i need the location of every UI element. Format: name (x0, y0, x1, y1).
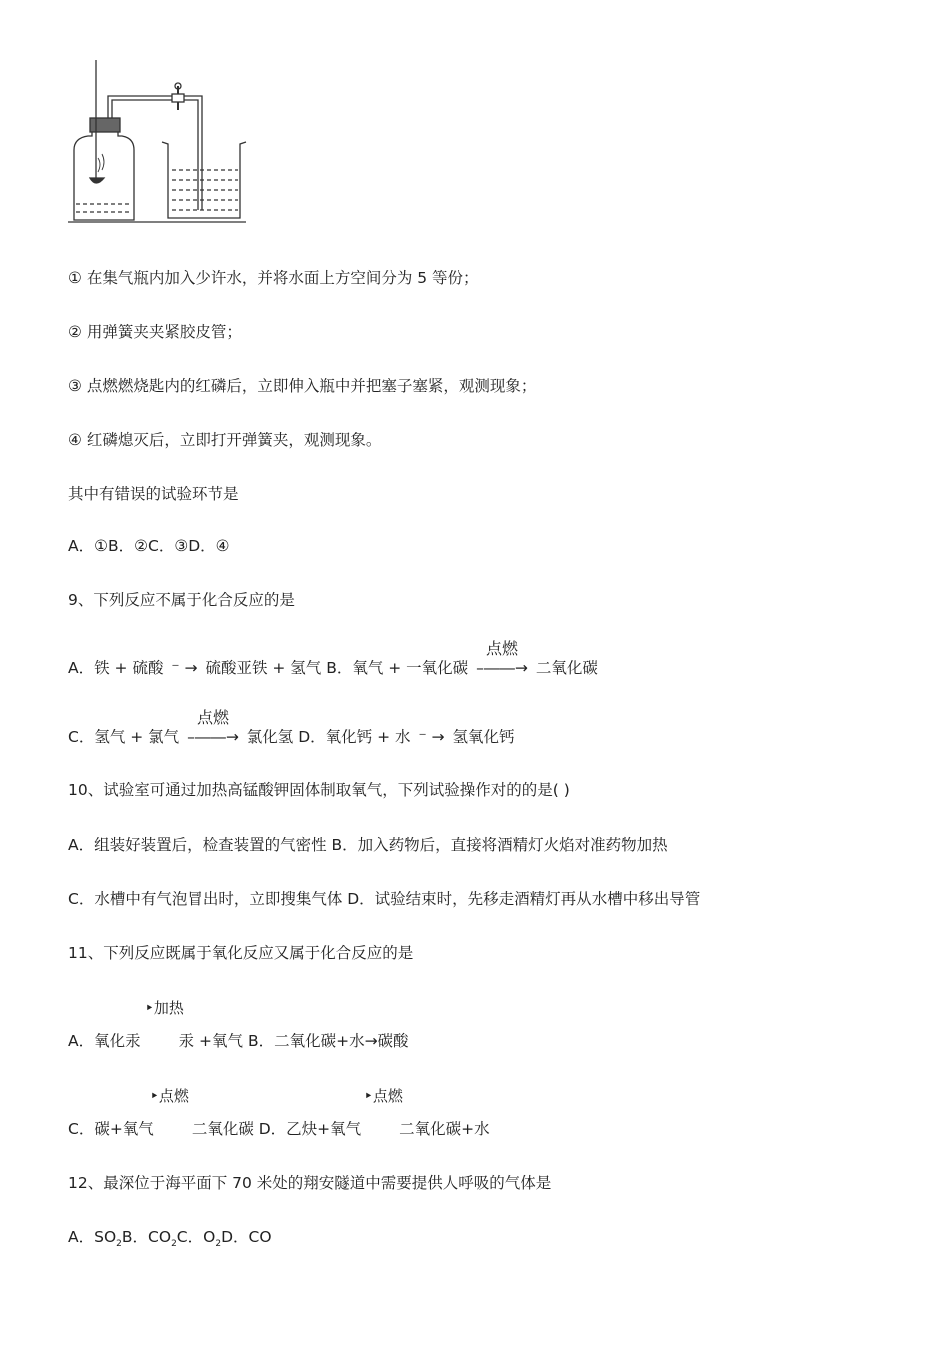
step-4: ④ 红磷熄灭后，立即打开弹簧夹，观测现象。 (68, 431, 382, 449)
q12-options: A．$SO_2B$．$CO_2C$．$O_2D$．CO (68, 1228, 272, 1250)
condition-ignite-d: ‣点燃 (364, 1087, 403, 1105)
condition-label: 点燃 (196, 708, 229, 727)
reaction-arrow-ignite: 点燃 –――→ (476, 639, 528, 677)
q11-option-c-left: C．碳+氧气 (68, 1120, 154, 1138)
q11-stem: 11、下列反应既属于氧化反应又属于化合反应的是 (68, 944, 414, 962)
q10-options-cd: C．水槽中有气泡冒出时，立即搜集气体 D．试验结束时，先移走酒精灯再从水槽中移出导管 (68, 890, 701, 908)
q8-options: A．①B．②C．③D．④ (68, 537, 230, 555)
q11-options-cd (68, 1119, 490, 1139)
step-1: ① 在集气瓶内加入少许水，并将水面上方空间分为 5 等份； (68, 269, 479, 287)
q12-stem: 12、最深位于海平面下 70 米处的翔安隧道中需要提供人呼吸的气体是 (68, 1174, 552, 1192)
q9-option-d-right: 氢氧化钙 (452, 728, 515, 746)
q9-options-cd (68, 708, 515, 747)
q9-options-ab (68, 639, 598, 678)
q11-options-ab (68, 1031, 409, 1051)
reaction-arrow-ignite: 点燃 –――→ (187, 708, 239, 746)
q8-stem: 其中有错误的试验环节是 (68, 485, 239, 503)
condition-heat: ‣加热 (145, 999, 184, 1017)
q9-option-c-left: C．氢气 + 氯气 (68, 728, 180, 746)
q11-option-c-right: 二氧化碳 D．乙炔+氧气 (191, 1120, 362, 1138)
q11-option-a-left: A．氧化汞 (68, 1032, 141, 1050)
q11-option-d-right: 二氧化碳+水 (399, 1120, 490, 1138)
q9-option-b-right: 二氧化碳 (535, 659, 598, 677)
condition-ignite-c: ‣点燃 (150, 1087, 189, 1105)
q10-stem: 10、试验室可通过加热高锰酸钾固体制取氧气，下列试验操作对的的是( ) (68, 781, 570, 799)
step-3: ③ 点燃燃烧匙内的红磷后，立即伸入瓶中并把塞子塞紧，观测现象； (68, 377, 537, 395)
reaction-arrow: ⁻ → (418, 728, 445, 746)
step-2: ② 用弹簧夹夹紧胶皮管； (68, 323, 242, 341)
q9-stem: 9、下列反应不属于化合反应的是 (68, 591, 295, 609)
q10-options-ab: A．组装好装置后，检查装置的气密性 B．加入药物后，直接将酒精灯火焰对准药物加热 (68, 836, 668, 854)
q11-option-a-right: 汞 +氧气 B．二氧化碳+水→碳酸 (178, 1032, 409, 1050)
q9-option-c-right: 氯化氢 D．氧化钙 + 水 (246, 728, 411, 746)
q9-option-a-left: A．铁 + 硫酸 (68, 659, 164, 677)
q9-option-a-right: 硫酸亚铁 + 氢气 B．氧气 + 一氧化碳 (205, 659, 469, 677)
apparatus-figure (62, 52, 252, 227)
condition-label: 点燃 (485, 639, 519, 658)
reaction-arrow: ⁻ → (171, 659, 198, 677)
